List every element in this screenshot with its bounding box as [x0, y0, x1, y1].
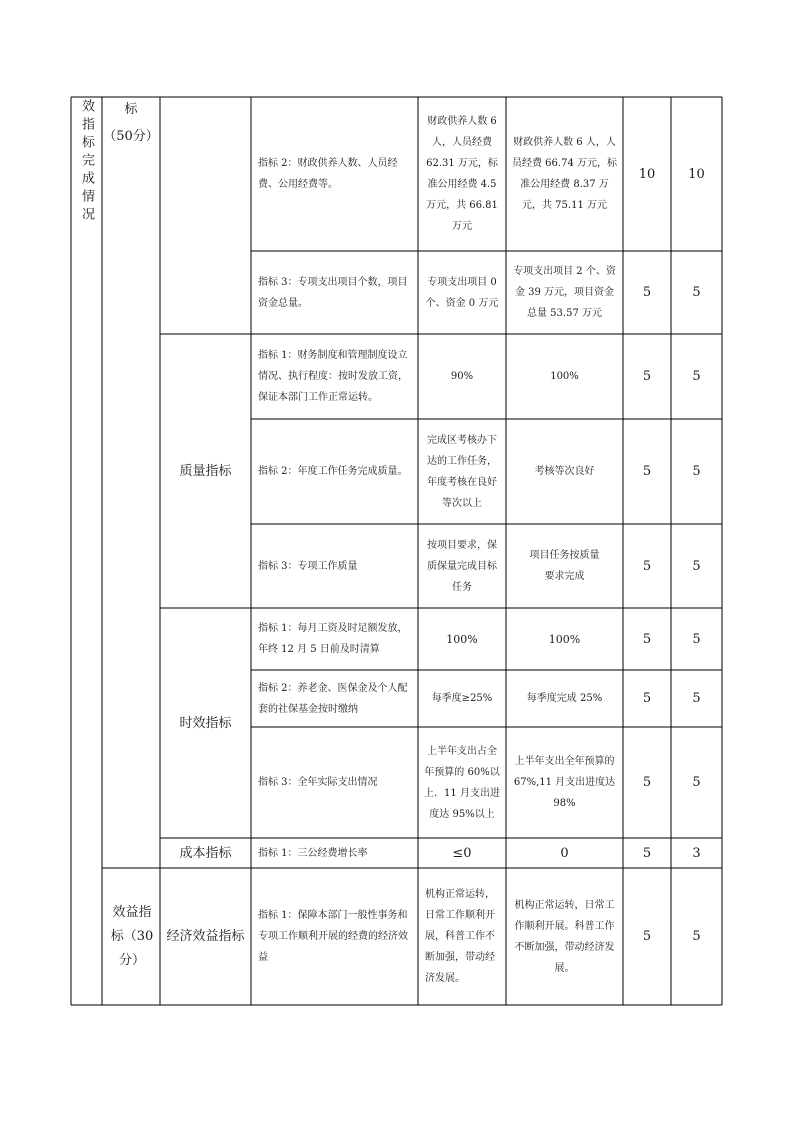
table-row-target: 90% [450, 371, 474, 382]
table-row-score: 10 [688, 166, 705, 182]
table-row-weight: 5 [642, 558, 652, 574]
group-economic-benefit-indicator: 经济效益指标 [166, 929, 245, 944]
table-row-weight: 5 [642, 775, 652, 790]
table-row-weight: 5 [642, 845, 652, 861]
table-row-indicator: 指标 3：专项工作质量 [258, 560, 358, 572]
table-row-target: ≤0 [452, 845, 472, 861]
table-row-target: 100% [446, 632, 478, 646]
table-row-actual: 0 [560, 845, 569, 861]
table-row-weight: 5 [642, 691, 652, 706]
table-row-target: 财政供养人数 6 人，人员经费 62.31 万元，标准公用经费 4.5 万元，共 66.81 万元 [426, 116, 498, 232]
table-row-actual: 100% [548, 632, 581, 646]
table-row-actual: 每季度完成 25% [526, 693, 603, 704]
benefit-indicator-heading: 效益指标（30分） [110, 904, 154, 968]
table-row-target: 专项支出项目 0 个、资金 0 万元 [425, 276, 499, 309]
group-quality-indicator: 质量指标 [179, 463, 232, 479]
table-row-score: 3 [692, 845, 701, 861]
table-row-score: 5 [692, 631, 701, 647]
table-row-indicator: 指标 1：每月工资及时足额发放，年终 12 月 5 日前及时清算 [258, 623, 408, 655]
output-indicator-heading: 标 （50分） [103, 102, 159, 144]
table-row-weight: 5 [642, 929, 652, 944]
table-row-actual: 上半年支出全年预算的 67%,11 月支出进度达 98% [513, 756, 616, 809]
table-row-weight: 5 [642, 464, 652, 479]
table-row-actual: 考核等次良好 [534, 466, 595, 477]
table-row-score: 5 [692, 558, 701, 574]
table-row-actual: 专项支出项目 2 个、资金 39 万元，项目资金总量 53.57 万元 [513, 266, 616, 319]
table-row-target: 每季度≥25% [431, 693, 493, 704]
performance-section-heading: 效指标完成情况 [79, 99, 94, 225]
table-row-score: 5 [692, 369, 701, 384]
table-row-indicator: 指标 1：三公经费增长率 [258, 847, 368, 859]
table-row-score: 5 [692, 285, 701, 300]
table-row-weight: 5 [642, 369, 652, 384]
table-row-actual: 项目任务按质量要求完成 [529, 550, 600, 582]
table-row-indicator: 指标 1：财务制度和管理制度设立情况、执行程度：按时发放工资，保证本部门工作正常运转。 [258, 350, 408, 403]
table-row-target: 机构正常运转，日常工作顺利开展，科普工作不断加强，带动经济发展。 [425, 889, 495, 984]
table-row-actual: 100% [550, 371, 579, 382]
table-row-actual: 机构正常运转，日常工作顺利开展。科普工作不断加强，带动经济发展。 [514, 899, 615, 974]
table-row-indicator: 指标 2：养老金、医保金及个人配套的社保基金按时缴纳 [258, 682, 408, 715]
table-row-indicator: 指标 2：财政供养人数、人员经费、公用经费等。 [258, 158, 398, 190]
table-row-score: 5 [692, 775, 701, 790]
group-timeliness-indicator: 时效指标 [179, 715, 232, 731]
table-row-target: 上半年支出占全年预算的 60%以上．11 月支出进度达 95%以上 [424, 745, 500, 820]
table-row-score: 5 [692, 691, 701, 706]
table-row-actual: 财政供养人数 6 人，人员经费 66.74 万元，标准公用经费 8.37 万元，共 75.11 万元 [512, 137, 617, 211]
group-cost-indicator: 成本指标 [179, 845, 232, 861]
table-row-score: 5 [692, 464, 701, 479]
table-row-indicator: 指标 1：保障本部门一般性事务和专项工作顺利开展的经费的经济效益 [258, 910, 408, 963]
table-row-target: 完成区考核办下达的工作任务，年度考核在良好等次以上 [427, 434, 497, 509]
table-row-weight: 5 [642, 631, 652, 647]
table-row-indicator: 指标 3：专项支出项目个数，项目资金总量。 [258, 276, 408, 309]
table-row-indicator: 指标 3：全年实际支出情况 [258, 777, 378, 788]
table-row-weight: 10 [638, 166, 656, 182]
table-row-weight: 5 [642, 285, 652, 300]
table-row-indicator: 指标 2：年度工作任务完成质量。 [258, 466, 408, 477]
table-row-score: 5 [692, 929, 701, 944]
table-row-target: 按项目要求，保质保量完成目标任务 [427, 539, 497, 593]
